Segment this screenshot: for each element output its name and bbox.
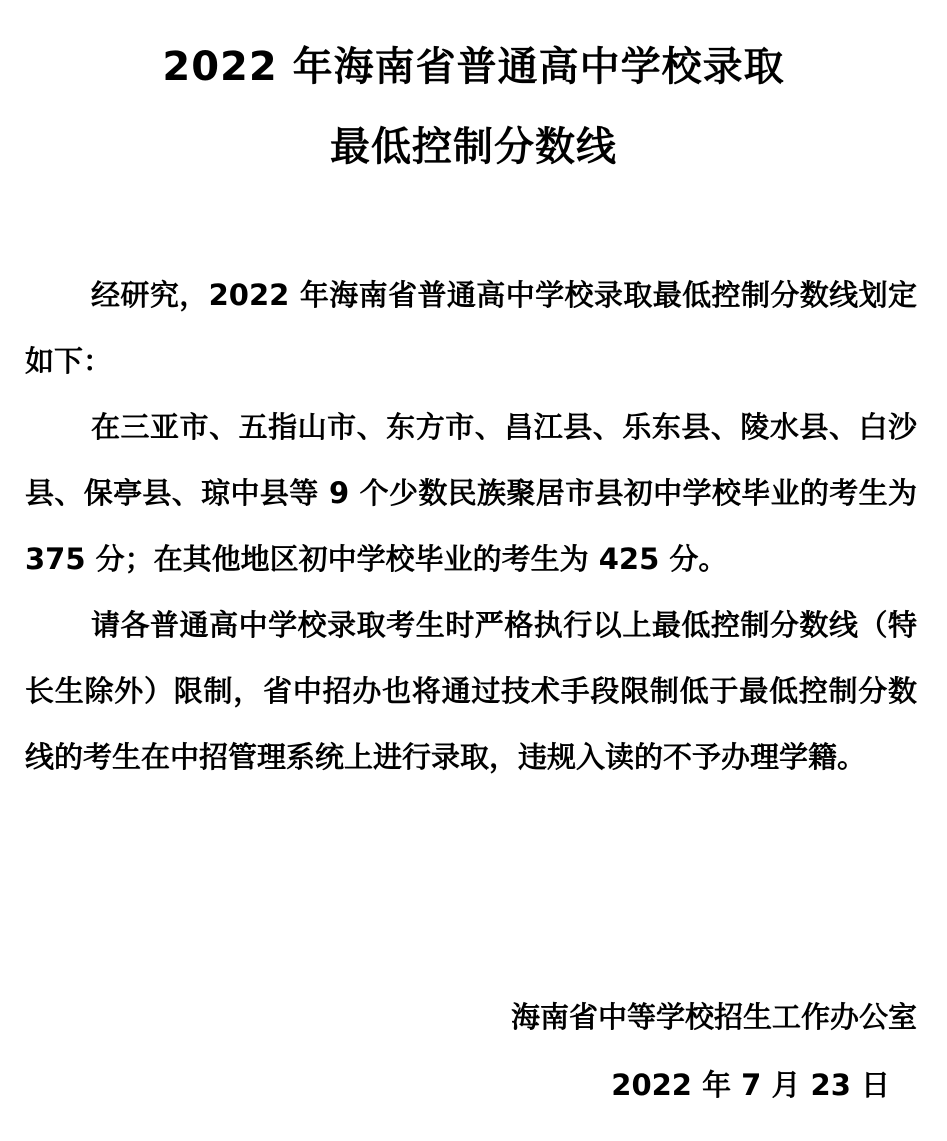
signature-organization: 海南省中等学校招生工作办公室 [510,1000,917,1034]
signature-date: 2022 年 7 月 23 日 [611,1068,890,1102]
paragraph-requirements: 请各普通高中学校录取考生时严格执行以上最低控制分数线（特长生除外）限制，省中招办也将通过技术手段限制低于最低控制分数线的考生在中招管理系统上进行录取，违规入读的不予办理学籍。 [25,608,917,774]
document-title-line-1: 2022 年海南省普通高中学校录取 [162,44,785,90]
document-body [25,262,917,790]
paragraph-scores: 在三亚市、五指山市、东方市、昌江县、乐东县、陵水县、白沙县、保亭县、琼中县等 9 个少数民族聚居市县初中学校毕业的考生为 375 分；在其他地区初中学校毕业的考生为 425 分。 [25,410,917,576]
paragraph-intro: 经研究，2022 年海南省普通高中学校录取最低控制分数线划定如下： [25,278,917,378]
document-title-line-2: 最低控制分数线 [330,124,617,170]
